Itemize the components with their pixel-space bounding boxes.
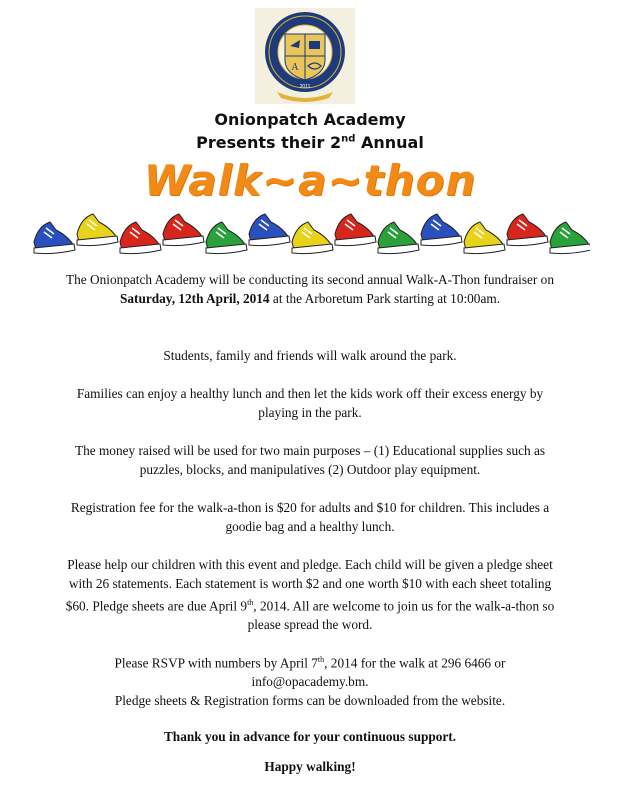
rsvp-superscript: th — [317, 655, 325, 664]
pledge-text-end: , 2014. All are welcome to join us for the walk-a-thon so please spread the word. — [247, 598, 555, 633]
registration-fee-paragraph: Registration fee for the walk-a-thon is $20 for adults and $10 for children. This includes a goodie bag and a healthy lunch. — [70, 500, 550, 534]
sneaker-icon — [378, 222, 419, 254]
academy-crest-icon — [255, 8, 355, 104]
sneaker-icon — [550, 222, 590, 254]
purpose-paragraph: The money raised will be used for two main purposes – (1) Educational supplies such as puzzles, blocks, and manipulatives (2) Outdoor play equipment. — [74, 443, 546, 477]
thank-you-text: Thank you in advance for your continuous support. — [163, 729, 457, 744]
presents-heading — [0, 133, 620, 152]
sneaker-icon — [421, 214, 462, 246]
sneaker-icon — [34, 222, 75, 254]
sneakers-illustration-icon — [30, 208, 590, 264]
presents-superscript: nd — [341, 133, 356, 145]
pledge-superscript: th — [247, 598, 254, 607]
sneaker-icon — [206, 222, 247, 254]
intro-location-text: at the Arboretum Park starting at 10:00am. — [269, 291, 501, 306]
event-date: Saturday, 12th April, 2014 — [119, 291, 270, 306]
presents-annual-text: Annual — [355, 133, 424, 152]
sneaker-icon — [464, 222, 505, 254]
walkathon-banner-title: Walk~a~thon — [143, 156, 477, 205]
svg-text:A: A — [291, 62, 299, 73]
participants-paragraph: Students, family and friends will walk around the park. — [163, 348, 457, 363]
sneakers-banner — [30, 208, 590, 264]
intro-text: The Onionpatch Academy will be conducting its second annual Walk-A-Thon fundraiser on — [66, 272, 554, 287]
school-name-heading: Onionpatch Academy — [214, 110, 406, 129]
presents-text: Presents their 2 — [196, 133, 342, 152]
sneaker-icon — [120, 222, 161, 254]
download-forms-text: Pledge sheets & Registration forms can be downloaded from the website. — [114, 693, 506, 709]
sneaker-icon — [507, 214, 548, 246]
sneaker-icon — [163, 214, 204, 246]
pledge-text: Please help our children with this event and pledge. Each child will be given a pledge sheet with 26 statements. Each statement is worth $2 and one worth $10 with each sheet totaling $60. Pledge sheets are due April 9 — [65, 557, 553, 614]
academy-logo — [255, 8, 355, 104]
happy-walking-text: Happy walking! — [264, 759, 356, 774]
pledge-paragraph — [60, 555, 560, 634]
rsvp-text: Please RSVP with numbers by April 7 — [114, 655, 318, 671]
rsvp-paragraph — [60, 650, 560, 710]
sneaker-icon — [335, 214, 376, 246]
lunch-paragraph: Families can enjoy a healthy lunch and then let the kids work off their excess energy by playing in the park. — [76, 386, 544, 420]
logo-year: 2011 — [299, 84, 311, 90]
sneaker-icon — [249, 214, 290, 246]
rsvp-contact-text: , 2014 for the walk at 296 6466 or info@opacademy.bm. — [251, 655, 506, 690]
event-intro-paragraph — [60, 270, 560, 308]
sneaker-icon — [77, 214, 118, 246]
sneaker-icon — [292, 222, 333, 254]
